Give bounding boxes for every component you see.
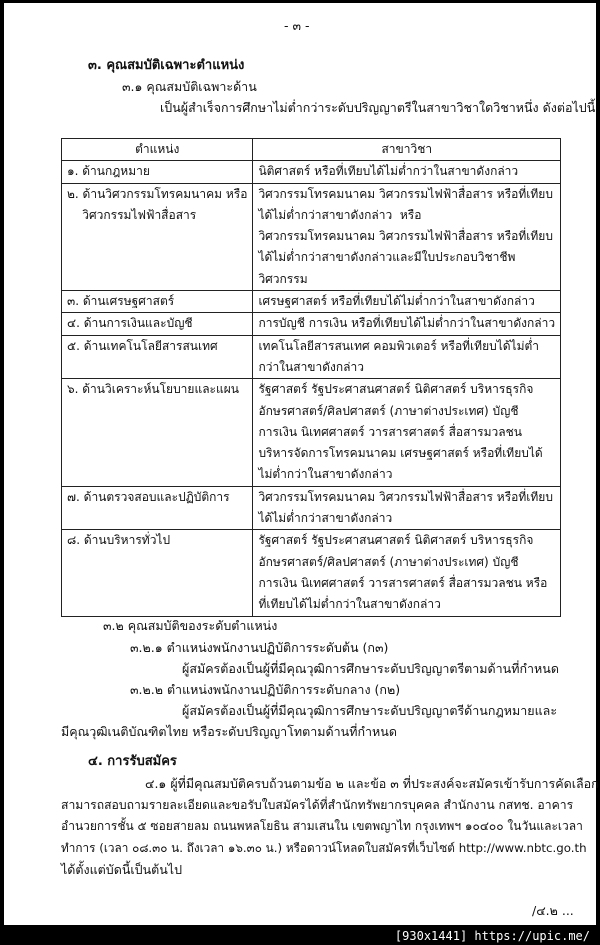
field-cell xyxy=(253,161,561,183)
section-3-1-title: ๓.๑ คุณสมบัติเฉพาะด้าน xyxy=(122,79,257,94)
field-cell-line: การเงิน นิเทศศาสตร์ วารสารศาสตร์ สื่อสารมวลชน หรือ xyxy=(258,575,548,590)
field-cell-line: การบัญชี การเงิน หรือที่เทียบได้ไม่ต่ำกว่าในสาขาดังกล่าว xyxy=(258,316,556,331)
field-cell xyxy=(253,291,561,313)
section-4-1-line: ๔.๑ ผู้ที่มีคุณสมบัติครบถ้วนตามข้อ ๒ และข้อ ๓ ที่ประสงค์จะสมัครเข้ารับการคัดเลือก xyxy=(145,776,599,791)
field-cell-line: นิติศาสตร์ หรือที่เทียบได้ไม่ต่ำกว่าในสาขาดังกล่าว xyxy=(258,164,519,179)
field-cell-line: เทคโนโลยีสารสนเทศ คอมพิวเตอร์ หรือที่เทียบได้ไม่ต่ำ xyxy=(258,338,540,353)
field-cell-line: อักษรศาสตร์/ศิลปศาสตร์ (ภาษาต่างประเทศ) บัญชี xyxy=(258,403,519,418)
field-cell-line: วิศวกรรมโทรคมนาคม วิศวกรรมไฟฟ้าสื่อสาร หรือที่เทียบ xyxy=(258,229,553,244)
field-cell xyxy=(253,379,561,486)
field-cell-line: รัฐศาสตร์ รัฐประศาสนศาสตร์ นิติศาสตร์ บริหารธุรกิจ xyxy=(258,533,534,548)
position-cell-line: ๔. ด้านการเงินและบัญชี xyxy=(67,316,193,331)
header-position: ตำแหน่ง xyxy=(62,139,253,161)
position-cell-line: ๓. ด้านเศรษฐศาสตร์ xyxy=(67,294,175,309)
continuation-marker: /๔.๒ ... xyxy=(532,903,574,918)
position-cell xyxy=(62,530,253,616)
field-cell-line: บริหารจัดการโทรคมนาคม เศรษฐศาสตร์ หรือที่เทียบได้ xyxy=(258,446,543,461)
field-cell-line: วิศวกรรมโทรคมนาคม วิศวกรรมไฟฟ้าสื่อสาร หรือที่เทียบ xyxy=(258,489,553,504)
field-cell-line: กว่าในสาขาดังกล่าว xyxy=(258,359,364,374)
table-row xyxy=(62,379,561,486)
field-cell-line: อักษรศาสตร์/ศิลปศาสตร์ (ภาษาต่างประเทศ) บัญชี xyxy=(258,554,519,569)
table-row xyxy=(62,183,561,290)
position-cell-line: ๘. ด้านบริหารทั่วไป xyxy=(67,533,171,548)
position-cell-line: ๗. ด้านตรวจสอบและปฏิบัติการ xyxy=(67,489,230,504)
field-cell-line: รัฐศาสตร์ รัฐประศาสนศาสตร์ นิติศาสตร์ บริหารธุรกิจ xyxy=(258,382,534,397)
table-row xyxy=(62,530,561,616)
field-cell-line: ได้ไม่ต่ำกว่าสาขาดังกล่าวและมีใบประกอบวิชาชีพ xyxy=(258,250,516,265)
field-cell xyxy=(253,486,561,530)
field-cell-line: ได้ไม่ต่ำกว่าสาขาดังกล่าว หรือ xyxy=(258,207,422,222)
table-row xyxy=(62,335,561,379)
position-cell xyxy=(62,313,253,335)
section-4-1-line: ทำการ (เวลา ๐๘.๓๐ น. ถึงเวลา ๑๖.๓๐ น.) หรือดาวน์โหลดใบสมัครที่เว็บไซต์ http://www.nbtc.go.th xyxy=(61,841,587,855)
section-4-1-line: สามารถสอบถามรายละเอียดและขอรับใบสมัครได้ที่สำนักทรัพยากรบุคคล สำนักงาน กสทช. อาคาร xyxy=(61,798,574,812)
field-cell-line: วิศวกรรม xyxy=(258,271,308,286)
section-3-2-2-title: ๓.๒.๒ ตำแหน่งพนักงานปฏิบัติการระดับกลาง (ก๒) xyxy=(130,682,401,697)
field-cell xyxy=(253,313,561,335)
section-3-title: ๓. คุณสมบัติเฉพาะตำแหน่ง xyxy=(88,58,245,73)
field-cell-line: การเงิน นิเทศศาสตร์ วารสารศาสตร์ สื่อสารมวลชน xyxy=(258,424,522,439)
section-3-2-2-text-cont: มีคุณวุฒิเนติบัณฑิตไทย หรือระดับปริญญาโทตามด้านที่กำหนด xyxy=(61,724,397,739)
section-4-1-line: ได้ตั้งแต่บัดนี้เป็นต้นไป xyxy=(61,862,183,877)
section-4-title: ๔. การรับสมัคร xyxy=(88,754,177,769)
position-cell xyxy=(62,161,253,183)
field-cell xyxy=(253,530,561,616)
field-cell-line: ไม่ต่ำกว่าในสาขาดังกล่าว xyxy=(258,467,393,482)
header-field: สาขาวิชา xyxy=(253,139,561,161)
section-3-1-text: เป็นผู้สำเร็จการศึกษาไม่ต่ำกว่าระดับปริญญาตรีในสาขาวิชาใดวิชาหนึ่ง ดังต่อไปนี้ xyxy=(160,100,596,115)
section-3-2-title: ๓.๒ คุณสมบัติของระดับตำแหน่ง xyxy=(103,618,278,633)
table-row xyxy=(62,313,561,335)
watermark: [930x1441] https://upic.me/ xyxy=(394,929,590,943)
field-cell-line: เศรษฐศาสตร์ หรือที่เทียบได้ไม่ต่ำกว่าในสาขาดังกล่าว xyxy=(258,294,535,309)
table-row xyxy=(62,291,561,313)
position-cell-line: วิศวกรรมไฟฟ้าสื่อสาร xyxy=(67,207,197,222)
section-3-2-2-text: ผู้สมัครต้องเป็นผู้ที่มีคุณวุฒิการศึกษาระดับปริญญาตรีด้านกฎหมายและ xyxy=(182,703,558,718)
position-cell xyxy=(62,486,253,530)
field-cell-line: วิศวกรรมโทรคมนาคม วิศวกรรมไฟฟ้าสื่อสาร หรือที่เทียบ xyxy=(258,186,553,201)
table-row xyxy=(62,486,561,530)
section-4-1-line: อำนวยการชั้น ๕ ซอยสายลม ถนนพหลโยธิน สามเสนใน เขตพญาไท กรุงเทพฯ ๑๐๔๐๐ ในวันและเวลา xyxy=(61,819,583,833)
position-cell-line: ๕. ด้านเทคโนโลยีสารสนเทศ xyxy=(67,338,218,353)
page-number: - ๓ - xyxy=(284,18,310,33)
field-cell-line: ได้ไม่ต่ำกว่าสาขาดังกล่าว xyxy=(258,511,393,526)
field-cell-line: ที่เทียบได้ไม่ต่ำกว่าในสาขาดังกล่าว xyxy=(258,597,441,612)
section-3-2-1-title: ๓.๒.๑ ตำแหน่งพนักงานปฏิบัติการระดับต้น (ก๓) xyxy=(130,640,389,655)
field-cell xyxy=(253,335,561,379)
qualification-table xyxy=(61,138,561,617)
position-cell xyxy=(62,379,253,486)
position-cell-line: ๖. ด้านวิเคราะห์นโยบายและแผน xyxy=(67,382,239,397)
position-cell xyxy=(62,335,253,379)
section-3-2-1-text: ผู้สมัครต้องเป็นผู้ที่มีคุณวุฒิการศึกษาระดับปริญญาตรีตามด้านที่กำหนด xyxy=(182,661,559,676)
position-cell xyxy=(62,183,253,290)
field-cell xyxy=(253,183,561,290)
document-page xyxy=(4,3,599,925)
table-row xyxy=(62,161,561,183)
position-cell-line: ๑. ด้านกฎหมาย xyxy=(67,164,150,179)
position-cell-line: ๒. ด้านวิศวกรรมโทรคมนาคม หรือ xyxy=(67,186,248,201)
position-cell xyxy=(62,291,253,313)
